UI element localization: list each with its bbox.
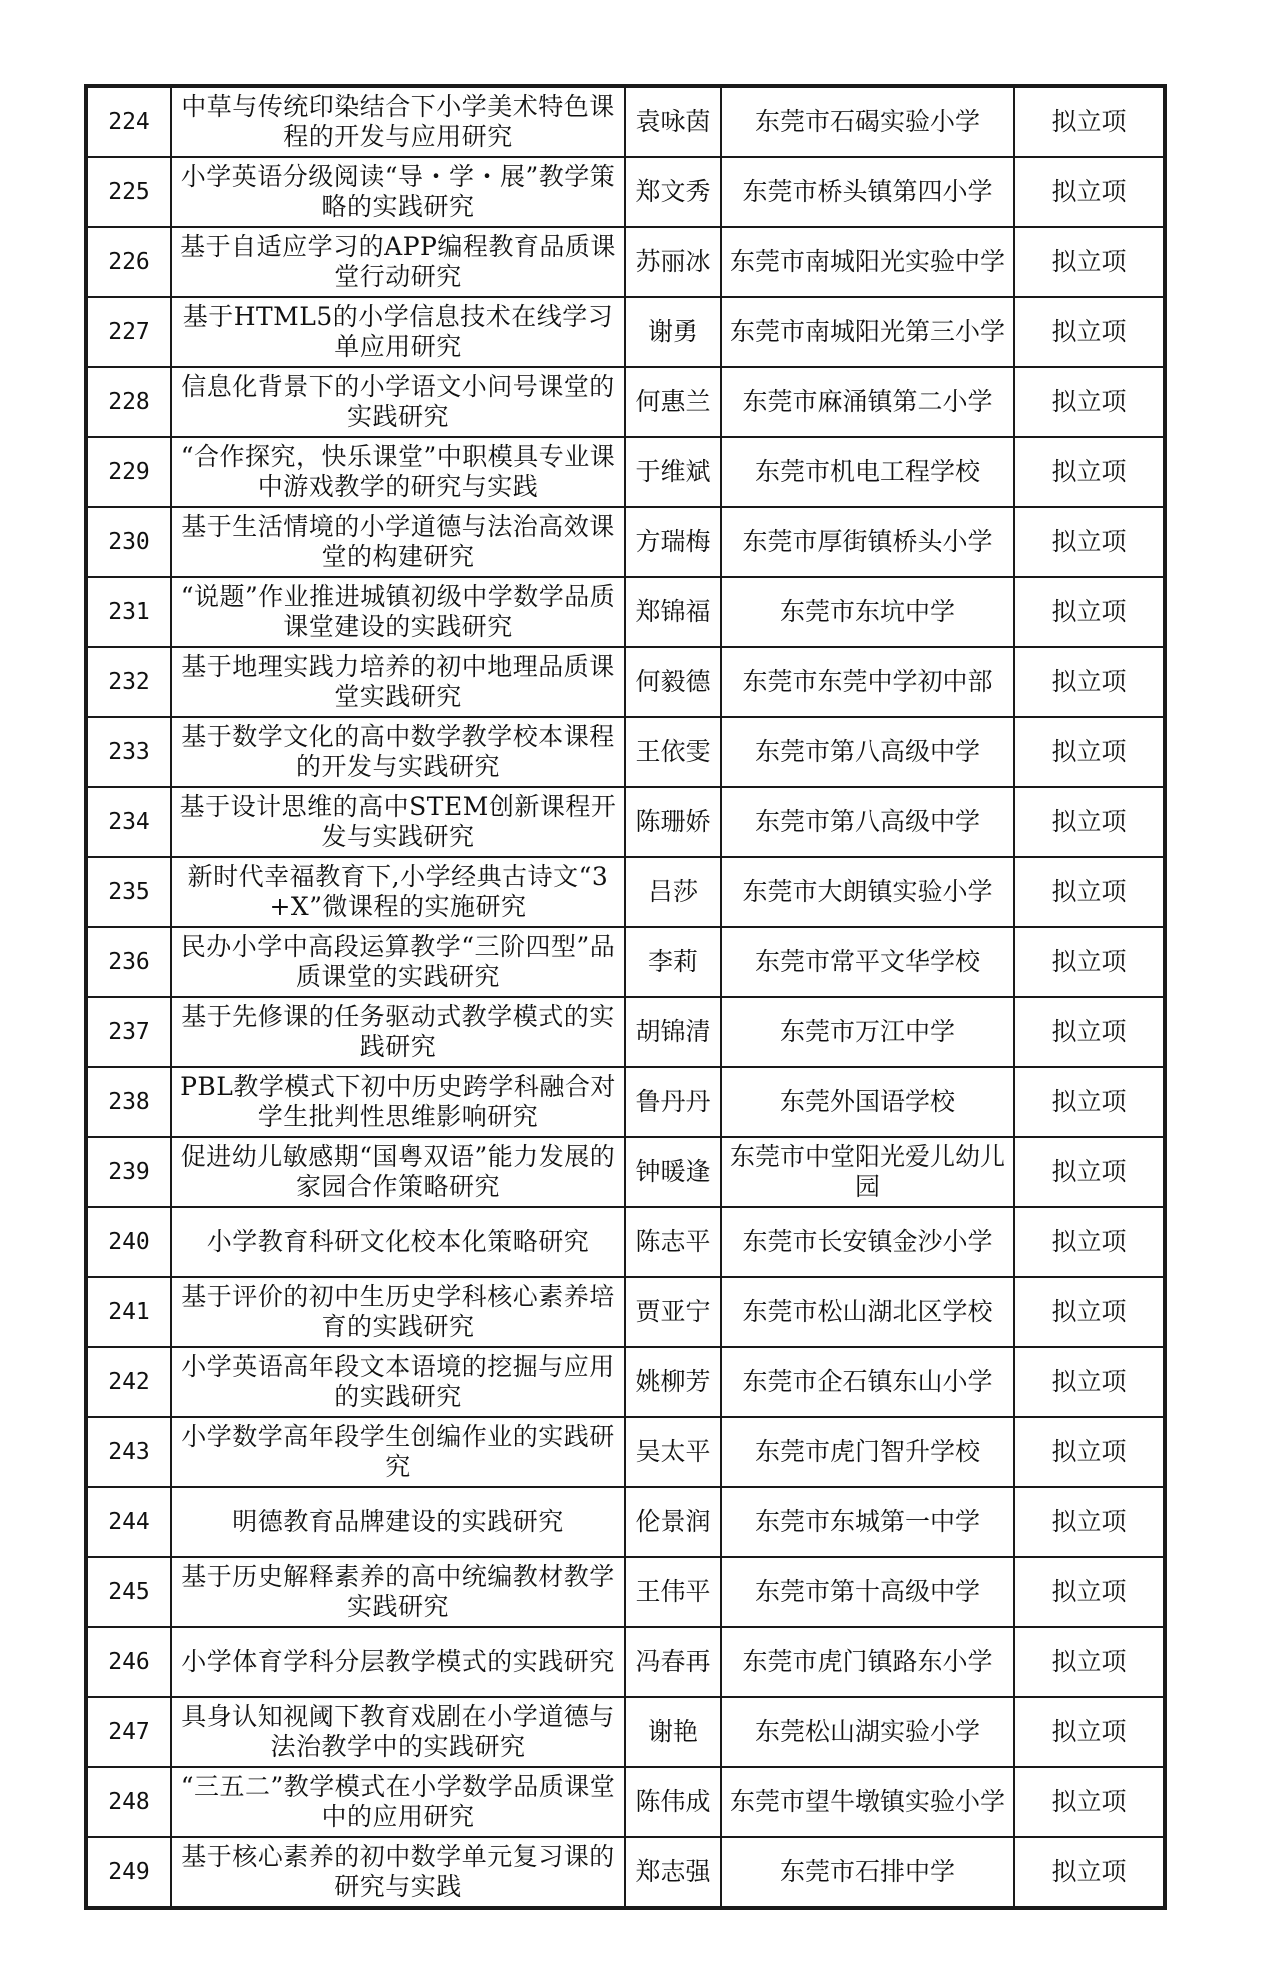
row-number: 228	[87, 367, 171, 437]
project-unit: 东莞市麻涌镇第二小学	[721, 367, 1014, 437]
project-status: 拟立项	[1014, 647, 1164, 717]
project-unit: 东莞市虎门镇路东小学	[721, 1627, 1014, 1697]
row-number: 224	[87, 87, 171, 157]
project-leader: 贾亚宁	[625, 1277, 721, 1347]
table-row	[87, 157, 1164, 227]
table-row	[87, 437, 1164, 507]
project-leader: 何惠兰	[625, 367, 721, 437]
project-status: 拟立项	[1014, 1697, 1164, 1767]
row-number: 231	[87, 577, 171, 647]
table-row	[87, 1627, 1164, 1697]
project-unit: 东莞市企石镇东山小学	[721, 1347, 1014, 1417]
project-status: 拟立项	[1014, 1067, 1164, 1137]
project-status: 拟立项	[1014, 1207, 1164, 1277]
project-leader: 吴太平	[625, 1417, 721, 1487]
table-row	[87, 87, 1164, 157]
row-number: 239	[87, 1137, 171, 1207]
table-row	[87, 1417, 1164, 1487]
project-leader: 苏丽冰	[625, 227, 721, 297]
project-status: 拟立项	[1014, 1837, 1164, 1907]
project-unit: 东莞市望牛墩镇实验小学	[721, 1767, 1014, 1837]
project-status: 拟立项	[1014, 1277, 1164, 1347]
table-row	[87, 1557, 1164, 1627]
project-status: 拟立项	[1014, 717, 1164, 787]
project-leader: 王伟平	[625, 1557, 721, 1627]
table-row	[87, 577, 1164, 647]
project-unit: 东莞市南城阳光实验中学	[721, 227, 1014, 297]
project-leader: 伦景润	[625, 1487, 721, 1557]
project-leader: 鲁丹丹	[625, 1067, 721, 1137]
project-title: 基于设计思维的高中STEM创新课程开发与实践研究	[171, 787, 625, 857]
project-status: 拟立项	[1014, 437, 1164, 507]
row-number: 235	[87, 857, 171, 927]
project-unit: 东莞市东坑中学	[721, 577, 1014, 647]
project-title: 基于评价的初中生历史学科核心素养培育的实践研究	[171, 1277, 625, 1347]
project-status: 拟立项	[1014, 1767, 1164, 1837]
table-row	[87, 717, 1164, 787]
project-unit: 东莞市长安镇金沙小学	[721, 1207, 1014, 1277]
table-row	[87, 1137, 1164, 1207]
row-number: 227	[87, 297, 171, 367]
project-title: 基于HTML5的小学信息技术在线学习单应用研究	[171, 297, 625, 367]
row-number: 236	[87, 927, 171, 997]
project-status: 拟立项	[1014, 1137, 1164, 1207]
row-number: 241	[87, 1277, 171, 1347]
project-status: 拟立项	[1014, 857, 1164, 927]
project-title: 信息化背景下的小学语文小问号课堂的实践研究	[171, 367, 625, 437]
row-number: 245	[87, 1557, 171, 1627]
project-title: 小学教育科研文化校本化策略研究	[171, 1207, 625, 1277]
project-unit: 东莞市第十高级中学	[721, 1557, 1014, 1627]
table-row	[87, 1277, 1164, 1347]
project-title: 基于先修课的任务驱动式教学模式的实践研究	[171, 997, 625, 1067]
project-title: 基于数学文化的高中数学教学校本课程的开发与实践研究	[171, 717, 625, 787]
project-leader: 陈志平	[625, 1207, 721, 1277]
project-title: 基于自适应学习的APP编程教育品质课堂行动研究	[171, 227, 625, 297]
project-leader: 何毅德	[625, 647, 721, 717]
project-status: 拟立项	[1014, 87, 1164, 157]
row-number: 237	[87, 997, 171, 1067]
project-title: 小学体育学科分层教学模式的实践研究	[171, 1627, 625, 1697]
table-row	[87, 1487, 1164, 1557]
table-row	[87, 787, 1164, 857]
row-number: 229	[87, 437, 171, 507]
project-unit: 东莞市松山湖北区学校	[721, 1277, 1014, 1347]
project-unit: 东莞市厚街镇桥头小学	[721, 507, 1014, 577]
table-row	[87, 297, 1164, 367]
project-leader: 郑志强	[625, 1837, 721, 1907]
project-leader: 姚柳芳	[625, 1347, 721, 1417]
table-row	[87, 1837, 1164, 1907]
row-number: 232	[87, 647, 171, 717]
project-unit: 东莞市万江中学	[721, 997, 1014, 1067]
project-status: 拟立项	[1014, 1557, 1164, 1627]
project-list-page	[86, 86, 1163, 1908]
row-number: 226	[87, 227, 171, 297]
project-title: “三五二”教学模式在小学数学品质课堂中的应用研究	[171, 1767, 625, 1837]
project-status: 拟立项	[1014, 157, 1164, 227]
project-status: 拟立项	[1014, 997, 1164, 1067]
table-row	[87, 367, 1164, 437]
project-status: 拟立项	[1014, 1347, 1164, 1417]
project-status: 拟立项	[1014, 787, 1164, 857]
project-title: 小学英语高年段文本语境的挖掘与应用的实践研究	[171, 1347, 625, 1417]
row-number: 240	[87, 1207, 171, 1277]
project-title: “合作探究，快乐课堂”中职模具专业课中游戏教学的研究与实践	[171, 437, 625, 507]
table-row	[87, 1767, 1164, 1837]
project-leader: 方瑞梅	[625, 507, 721, 577]
project-unit: 东莞外国语学校	[721, 1067, 1014, 1137]
project-leader: 钟暖逢	[625, 1137, 721, 1207]
project-unit: 东莞市石碣实验小学	[721, 87, 1014, 157]
project-title: 基于生活情境的小学道德与法治高效课堂的构建研究	[171, 507, 625, 577]
table-row	[87, 507, 1164, 577]
project-title: 促进幼儿敏感期“国粤双语”能力发展的家园合作策略研究	[171, 1137, 625, 1207]
project-table-body	[87, 87, 1164, 1907]
project-unit: 东莞市机电工程学校	[721, 437, 1014, 507]
project-leader: 谢勇	[625, 297, 721, 367]
project-leader: 于维斌	[625, 437, 721, 507]
table-row	[87, 1697, 1164, 1767]
project-title: 中草与传统印染结合下小学美术特色课程的开发与应用研究	[171, 87, 625, 157]
project-leader: 吕莎	[625, 857, 721, 927]
project-unit: 东莞市桥头镇第四小学	[721, 157, 1014, 227]
project-status: 拟立项	[1014, 507, 1164, 577]
table-row	[87, 647, 1164, 717]
project-unit: 东莞市南城阳光第三小学	[721, 297, 1014, 367]
project-unit: 东莞市虎门智升学校	[721, 1417, 1014, 1487]
project-status: 拟立项	[1014, 1487, 1164, 1557]
table-row	[87, 1207, 1164, 1277]
row-number: 248	[87, 1767, 171, 1837]
project-title: 民办小学中高段运算教学“三阶四型”品质课堂的实践研究	[171, 927, 625, 997]
project-title: 基于地理实践力培养的初中地理品质课堂实践研究	[171, 647, 625, 717]
table-row	[87, 997, 1164, 1067]
project-status: 拟立项	[1014, 227, 1164, 297]
row-number: 234	[87, 787, 171, 857]
table-row	[87, 927, 1164, 997]
project-leader: 胡锦清	[625, 997, 721, 1067]
project-title: “说题”作业推进城镇初级中学数学品质课堂建设的实践研究	[171, 577, 625, 647]
project-title: 小学英语分级阅读“导・学・展”教学策略的实践研究	[171, 157, 625, 227]
table-row	[87, 1347, 1164, 1417]
project-status: 拟立项	[1014, 1417, 1164, 1487]
project-leader: 谢艳	[625, 1697, 721, 1767]
project-table	[86, 86, 1165, 1908]
project-leader: 袁咏茵	[625, 87, 721, 157]
row-number: 244	[87, 1487, 171, 1557]
project-title: 新时代幸福教育下,小学经典古诗文“3+X”微课程的实施研究	[171, 857, 625, 927]
project-status: 拟立项	[1014, 297, 1164, 367]
project-title: 基于核心素养的初中数学单元复习课的研究与实践	[171, 1837, 625, 1907]
row-number: 246	[87, 1627, 171, 1697]
project-title: 明德教育品牌建设的实践研究	[171, 1487, 625, 1557]
project-title: 小学数学高年段学生创编作业的实践研究	[171, 1417, 625, 1487]
project-leader: 郑锦福	[625, 577, 721, 647]
project-leader: 陈伟成	[625, 1767, 721, 1837]
project-unit: 东莞市大朗镇实验小学	[721, 857, 1014, 927]
project-leader: 李莉	[625, 927, 721, 997]
table-row	[87, 227, 1164, 297]
project-title: PBL教学模式下初中历史跨学科融合对学生批判性思维影响研究	[171, 1067, 625, 1137]
row-number: 225	[87, 157, 171, 227]
row-number: 243	[87, 1417, 171, 1487]
project-unit: 东莞市中堂阳光爱儿幼儿园	[721, 1137, 1014, 1207]
project-leader: 王依雯	[625, 717, 721, 787]
row-number: 249	[87, 1837, 171, 1907]
project-unit: 东莞市常平文华学校	[721, 927, 1014, 997]
row-number: 230	[87, 507, 171, 577]
row-number: 238	[87, 1067, 171, 1137]
project-leader: 陈珊娇	[625, 787, 721, 857]
project-unit: 东莞市第八高级中学	[721, 787, 1014, 857]
table-row	[87, 1067, 1164, 1137]
project-unit: 东莞市第八高级中学	[721, 717, 1014, 787]
project-status: 拟立项	[1014, 367, 1164, 437]
project-unit: 东莞市石排中学	[721, 1837, 1014, 1907]
table-row	[87, 857, 1164, 927]
project-unit: 东莞市东莞中学初中部	[721, 647, 1014, 717]
project-leader: 郑文秀	[625, 157, 721, 227]
row-number: 233	[87, 717, 171, 787]
project-status: 拟立项	[1014, 927, 1164, 997]
project-unit: 东莞市东城第一中学	[721, 1487, 1014, 1557]
project-title: 基于历史解释素养的高中统编教材教学实践研究	[171, 1557, 625, 1627]
project-leader: 冯春再	[625, 1627, 721, 1697]
project-unit: 东莞松山湖实验小学	[721, 1697, 1014, 1767]
row-number: 242	[87, 1347, 171, 1417]
project-title: 具身认知视阈下教育戏剧在小学道德与法治教学中的实践研究	[171, 1697, 625, 1767]
project-status: 拟立项	[1014, 577, 1164, 647]
row-number: 247	[87, 1697, 171, 1767]
project-status: 拟立项	[1014, 1627, 1164, 1697]
